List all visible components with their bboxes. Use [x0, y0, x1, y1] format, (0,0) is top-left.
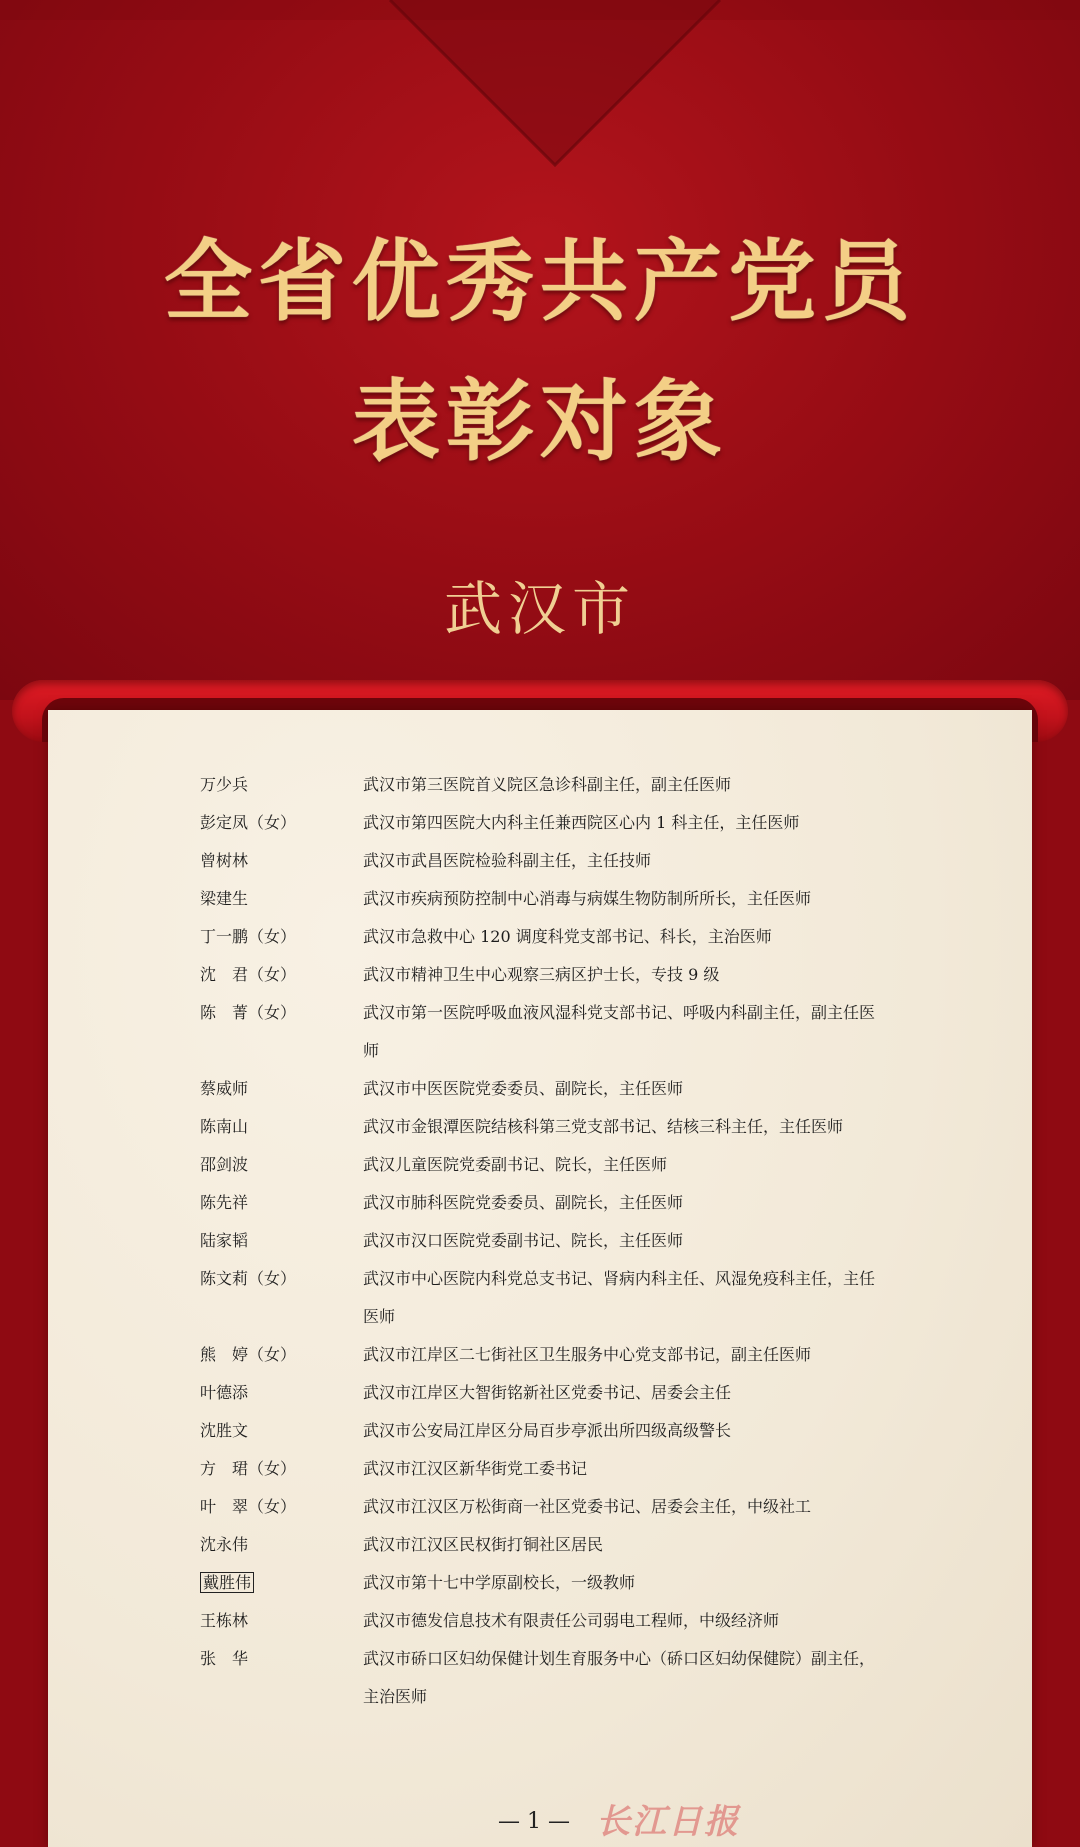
- honoree-position-line: 武汉市江汉区新华街党工委书记: [363, 1459, 588, 1478]
- list-item: [48, 1526, 1032, 1564]
- honoree-name: [200, 1108, 360, 1146]
- honoree-name: [200, 1488, 360, 1526]
- honoree-position: [363, 1602, 923, 1640]
- honoree-name-text: 叶德添: [200, 1383, 249, 1402]
- list-item: [48, 1260, 1032, 1336]
- honoree-position-line: 师: [363, 1041, 380, 1060]
- honoree-list-paper: [48, 710, 1032, 1847]
- honoree-position: [363, 1260, 923, 1336]
- honoree-position: [363, 1640, 923, 1716]
- honoree-position-line: 武汉市汉口医院党委副书记、院长，主任医师: [363, 1231, 684, 1250]
- honoree-position: [363, 804, 923, 842]
- honoree-name: [200, 1222, 360, 1260]
- honoree-name-text: 陈文莉（女）: [200, 1269, 297, 1288]
- list-item: [48, 1374, 1032, 1412]
- honoree-name: [200, 1184, 360, 1222]
- list-item: [48, 1450, 1032, 1488]
- list-item: [48, 1488, 1032, 1526]
- honoree-name: [200, 1146, 360, 1184]
- honoree-position: [363, 1488, 923, 1526]
- honoree-position-line: 武汉市江汉区民权街打铜社区居民: [363, 1535, 604, 1554]
- page-title-line2: 表彰对象: [351, 370, 728, 473]
- honoree-name-text: 方 珺（女）: [200, 1459, 297, 1478]
- honoree-position-line: 武汉儿童医院党委副书记、院长，主任医师: [363, 1155, 668, 1174]
- honoree-position: [363, 766, 923, 804]
- list-item: [48, 956, 1032, 994]
- city-heading: 武汉市: [443, 575, 636, 643]
- honoree-name-text: 蔡威师: [200, 1079, 249, 1098]
- honoree-name-text: 陈先祥: [200, 1193, 249, 1212]
- list-item: [48, 1336, 1032, 1374]
- honoree-position-line: 武汉市疾病预防控制中心消毒与病媒生物防制所所长，主任医师: [363, 889, 812, 908]
- honoree-name-text: 张 华: [200, 1649, 249, 1668]
- honoree-position: [363, 1222, 923, 1260]
- honoree-name-text: 梁建生: [200, 889, 249, 908]
- honoree-position-line: 武汉市精神卫生中心观察三病区护士长，专技 9 级: [363, 965, 720, 984]
- list-item: [48, 766, 1032, 804]
- honoree-position: [363, 1564, 923, 1602]
- honoree-name: [200, 1260, 360, 1298]
- honoree-name: [200, 1070, 360, 1108]
- honoree-position-line: 武汉市江岸区二七街社区卫生服务中心党支部书记，副主任医师: [363, 1345, 812, 1364]
- list-item: [48, 804, 1032, 842]
- honoree-name: [200, 880, 360, 918]
- list-item: [48, 1070, 1032, 1108]
- list-item: [48, 1184, 1032, 1222]
- list-item: [48, 1222, 1032, 1260]
- honoree-position-line: 武汉市金银潭医院结核科第三党支部书记、结核三科主任，主任医师: [363, 1117, 844, 1136]
- list-item: [48, 1412, 1032, 1450]
- honoree-position: [363, 956, 923, 994]
- honoree-name-text: 陆家韬: [200, 1231, 249, 1250]
- honoree-position-line: 医师: [363, 1307, 396, 1326]
- honoree-position-line: 主治医师: [363, 1687, 428, 1706]
- newspaper-logo: 长江日报: [596, 1802, 740, 1842]
- honoree-name: [200, 1564, 360, 1602]
- honoree-name: [200, 1450, 360, 1488]
- honoree-position-line: 武汉市第四医院大内科主任兼西院区心内 1 科主任，主任医师: [363, 813, 800, 832]
- honoree-position-line: 武汉市武昌医院检验科副主任，主任技师: [363, 851, 652, 870]
- honoree-position-line: 武汉市中医医院党委委员、副院长，主任医师: [363, 1079, 684, 1098]
- honoree-name: [200, 1336, 360, 1374]
- honoree-position-line: 武汉市公安局江岸区分局百步亭派出所四级高级警长: [363, 1421, 732, 1440]
- honoree-position: [363, 1184, 923, 1222]
- honoree-position: [363, 1070, 923, 1108]
- list-item: [48, 918, 1032, 956]
- page-footer: [0, 1802, 1080, 1842]
- honoree-name: [200, 956, 360, 994]
- honoree-position: [363, 1108, 923, 1146]
- list-item: [48, 1108, 1032, 1146]
- list-item: [48, 1564, 1032, 1602]
- honoree-position: [363, 1450, 923, 1488]
- honoree-position: [363, 994, 923, 1070]
- honoree-position: [363, 1526, 923, 1564]
- honoree-position-line: 武汉市江汉区万松街商一社区党委书记、居委会主任，中级社工: [363, 1497, 812, 1516]
- page-number: — 1 —: [498, 1809, 570, 1834]
- honoree-position-line: 武汉市中心医院内科党总支书记、肾病内科主任、风湿免疫科主任，主任: [363, 1269, 876, 1288]
- list-item: [48, 994, 1032, 1070]
- list-item: [48, 842, 1032, 880]
- honoree-position: [363, 1146, 923, 1184]
- honoree-name: [200, 1526, 360, 1564]
- honoree-name: [200, 804, 360, 842]
- honoree-name: [200, 1602, 360, 1640]
- honoree-name-text: 叶 翠（女）: [200, 1497, 297, 1516]
- honoree-name-text: 王栋林: [200, 1611, 249, 1630]
- honoree-position-line: 武汉市硚口区妇幼保健计划生育服务中心（硚口区妇幼保健院）副主任，: [363, 1649, 876, 1668]
- honoree-name-text: 曾树林: [200, 851, 249, 870]
- honoree-position: [363, 918, 923, 956]
- honoree-name-text: 陈 菁（女）: [200, 1003, 297, 1022]
- honoree-name: [200, 1374, 360, 1412]
- honoree-position-line: 武汉市第三医院首义院区急诊科副主任，副主任医师: [363, 775, 732, 794]
- honoree-position: [363, 842, 923, 880]
- list-item: [48, 1146, 1032, 1184]
- honoree-position: [363, 880, 923, 918]
- honoree-position-line: 武汉市第一医院呼吸血液风湿科党支部书记、呼吸内科副主任，副主任医: [363, 1003, 876, 1022]
- honoree-name-text: 熊 婷（女）: [200, 1345, 297, 1364]
- honoree-name: [200, 1640, 360, 1678]
- list-item: [48, 1640, 1032, 1716]
- honoree-name: [200, 918, 360, 956]
- honoree-position-line: 武汉市肺科医院党委委员、副院长，主任医师: [363, 1193, 684, 1212]
- list-item: [48, 1602, 1032, 1640]
- header-banner: [0, 0, 1080, 700]
- honoree-name-text: 丁一鹏（女）: [200, 927, 297, 946]
- honoree-name: [200, 994, 360, 1032]
- honoree-name: [200, 1412, 360, 1450]
- honoree-position-line: 武汉市江岸区大智街铭新社区党委书记、居委会主任: [363, 1383, 732, 1402]
- honoree-position-line: 武汉市德发信息技术有限责任公司弱电工程师，中级经济师: [363, 1611, 780, 1630]
- honoree-name-text: 沈 君（女）: [200, 965, 297, 984]
- honoree-name-text: 沈胜文: [200, 1421, 249, 1440]
- honoree-name: [200, 766, 360, 804]
- honoree-name-text: 沈永伟: [200, 1535, 249, 1554]
- honoree-name-text: 戴胜伟: [200, 1572, 254, 1593]
- honoree-position-line: 武汉市第十七中学原副校长，一级教师: [363, 1573, 636, 1592]
- honoree-position-line: 武汉市急救中心 120 调度科党支部书记、科长，主治医师: [363, 927, 772, 946]
- honoree-name-text: 彭定凤（女）: [200, 813, 297, 832]
- honoree-position: [363, 1336, 923, 1374]
- honoree-position: [363, 1374, 923, 1412]
- list-item: [48, 880, 1032, 918]
- honoree-name: [200, 842, 360, 880]
- honoree-name-text: 邵剑波: [200, 1155, 249, 1174]
- honoree-name-text: 万少兵: [200, 775, 249, 794]
- page-title-line1: 全省优秀共产党员: [163, 230, 916, 333]
- honoree-name-text: 陈南山: [200, 1117, 249, 1136]
- honoree-position: [363, 1412, 923, 1450]
